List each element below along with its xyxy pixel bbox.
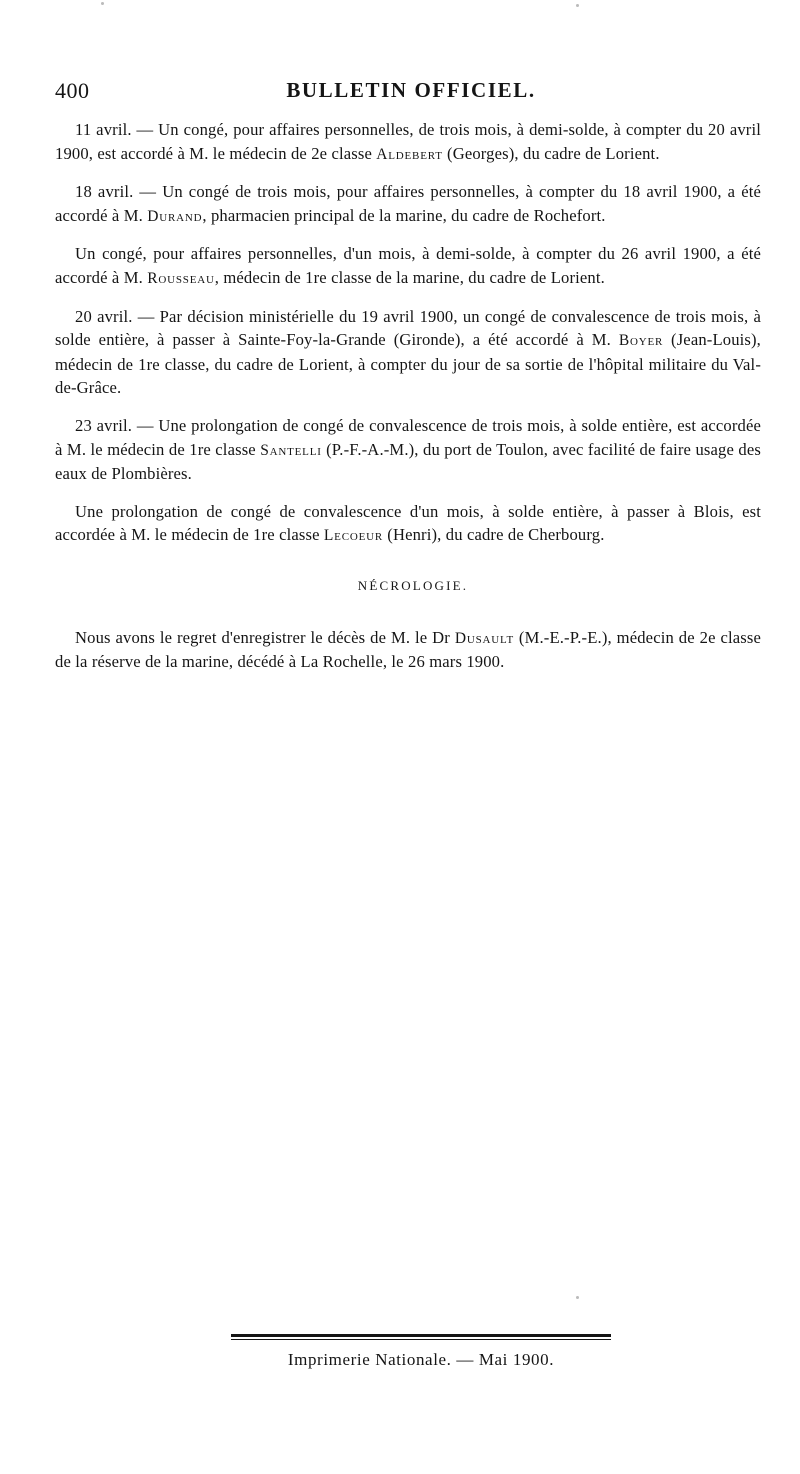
person-name: Lecoeur [323, 527, 383, 545]
paragraph-lecoeur [55, 500, 761, 548]
body-text [55, 118, 761, 688]
print-speck [101, 2, 104, 5]
paragraph-text: 23 avril. — Une prolongation de congé de convalescence de trois mois, à solde entière, est accordée à M. le médecin de 1re classe [55, 415, 761, 459]
running-header [52, 78, 760, 106]
paragraph-text: , médecin de 1re classe de la marine, du cadre de Lorient. [214, 267, 605, 287]
print-speck [576, 1296, 579, 1299]
paragraph-boyer [55, 305, 761, 400]
paragraph-text: , pharmacien principal de la marine, du cadre de Rochefort. [202, 205, 606, 225]
paragraph-text: Un congé, pour affaires personnelles, d'un mois, à demi-solde, à compter du 26 avril 1900, a été accordé à M. [55, 244, 761, 287]
printer-imprint: Imprimerie Nationale. — Mai 1900. [287, 1350, 555, 1369]
paragraph-necrology [55, 626, 761, 674]
section-heading-necrologie: NÉCROLOGIE. [357, 577, 469, 593]
paragraph-santelli [55, 414, 761, 486]
running-title: BULLETIN OFFICIEL. [286, 78, 536, 102]
footer-rule-thin [231, 1339, 611, 1340]
page-number: 400 [55, 78, 90, 103]
paragraph-text: Une prolongation de congé de convalescence d'un mois, à solde entière, à passer à Blois, est accordée à M. le médecin de 1re classe [55, 501, 761, 545]
paragraph-text: 20 avril. — Par décision ministérielle du 19 avril 1900, un congé de convalescence de trois mois, à solde entière, à passer à Sainte-Foy-la-Grande (Gironde), a été accordé à M. [55, 306, 761, 350]
paragraph-aldebert [55, 118, 761, 166]
paragraph-text: 18 avril. — Un congé de trois mois, pour affaires personnelles, à compter du 18 avril 1900, a été accordé à M. [55, 182, 761, 225]
person-name: Santelli [260, 441, 322, 459]
print-speck [576, 4, 579, 7]
paragraph-text: (Henri), du cadre de Cherbourg. [382, 525, 605, 545]
paragraph-text: (P.-F.-A.-M.), du port de Toulon, avec facilité de faire usage des eaux de Plombières. [55, 439, 761, 484]
paragraph-text: (Jean-Louis), médecin de 1re classe, du cadre de Lorient, à compter du jour de sa sortie de l'hôpital militaire du Val-de-Grâce. [55, 330, 761, 398]
footer-rule [231, 1334, 611, 1337]
paragraph-text: (M.-E.-P.-E.), médecin de 2e classe de la réserve de la marine, décédé à La Rochelle, le 26 mars 1900. [55, 627, 761, 672]
paragraph-text: Nous avons le regret d'enregistrer le décès de M. le Dr [75, 627, 455, 647]
paragraph-text: (Georges), du cadre de Lorient. [442, 143, 660, 163]
person-name: Boyer [618, 332, 664, 350]
paragraph-rousseau [55, 242, 761, 290]
paragraph-text: 11 avril. — Un congé, pour affaires personnelles, de trois mois, à demi-solde, à compter du 20 avril 1900, est accordé à M. le médecin de 2e classe [55, 120, 761, 163]
paragraph-durand [55, 180, 761, 228]
person-name: Dusault [454, 629, 515, 647]
person-name: Rousseau [147, 269, 215, 287]
person-name: Aldebert [376, 145, 443, 163]
person-name: Durand [147, 207, 203, 225]
